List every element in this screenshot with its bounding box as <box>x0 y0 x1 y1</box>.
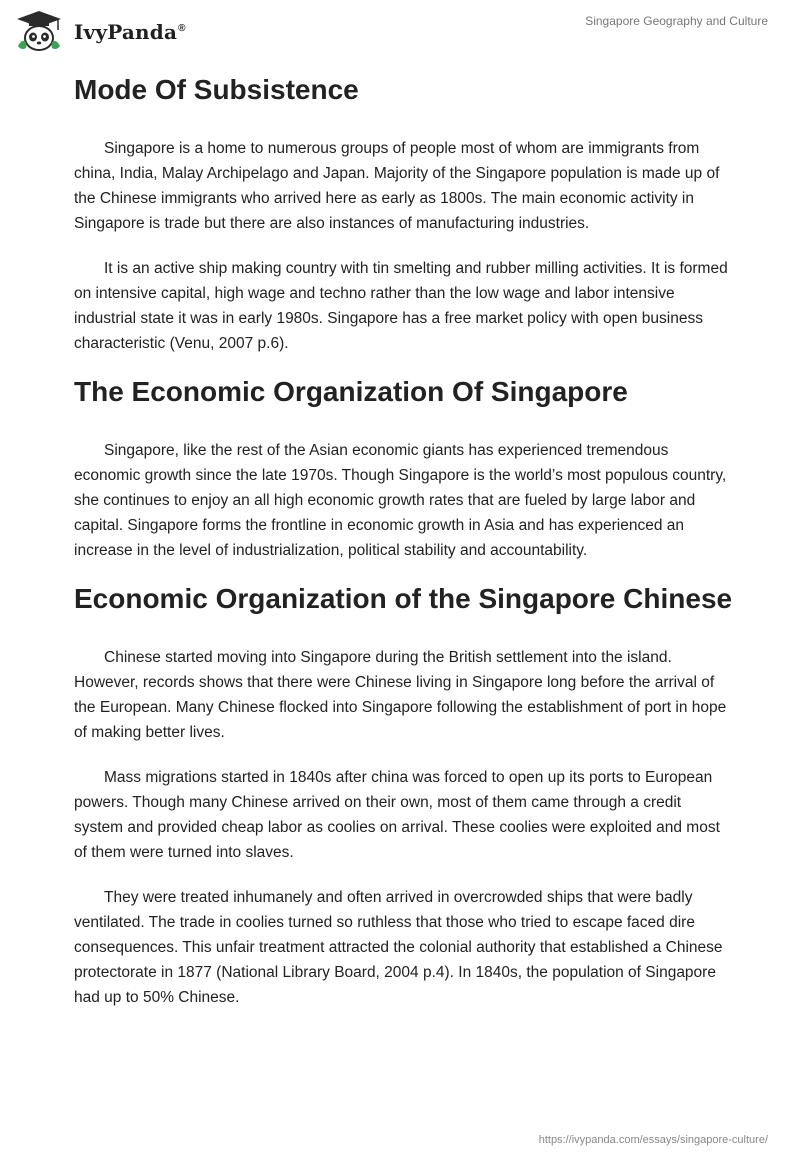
paragraph: Chinese started moving into Singapore during the British settlement into the island. However, records shows that there were Chinese living in Singapore long before the arrival of the European. Many Chinese flocked into Singapore following the establishment of port in hope of making better lives. <box>74 649 727 741</box>
paragraph: Mass migrations started in 1840s after china was forced to open up its ports to European powers. Though many Chinese arrived on their own, most of them came through a credit system and provided cheap labor as coolies on arrival. These coolies were exploited and most of them were turned into slaves. <box>74 769 720 861</box>
paragraph: It is an active ship making country with tin smelting and rubber milling activities. It is formed on intensive capital, high wage and techno rather than the low wage and labor intensive industrial state it was in early 1980s. Singapore has a free market policy with open business characteristic (Venu, 2007 p.6). <box>74 260 728 352</box>
page-header <box>0 0 800 60</box>
source-url-link[interactable]: https://ivypanda.com/essays/singapore-culture/ <box>538 1134 768 1146</box>
paragraph: Singapore, like the rest of the Asian economic giants has experienced tremendous economic growth since the late 1970s. Though Singapore is the world’s most populous country, she continues to enjoy an all high economic growth rates that are fueled by large labor and capital. Singapore forms the frontline in economic growth in Asia and has experienced an increase in the level of industrialization, political stability and accountability. <box>74 442 727 559</box>
section-heading: Mode Of Subsistence <box>74 74 359 105</box>
ivypanda-logo[interactable] <box>14 8 186 54</box>
document-title: Singapore Geography and Culture <box>585 14 768 28</box>
section-heading: Economic Organization of the Singapore Chinese <box>74 583 733 614</box>
logo-wordmark: IvyPanda® <box>74 20 186 44</box>
panda-graduation-cap-icon <box>14 8 64 54</box>
paragraph: They were treated inhumanely and often arrived in overcrowded ships that were badly ventilated. The trade in coolies turned so ruthless that those who tried to escape faced dire consequences. This unfair treatment attracted the colonial authority that established a Chinese protectorate in 1877 (National Library Board, 2004 p.4). In 1840s, the population of Singapore had up to 50% Chinese. <box>74 889 723 1006</box>
paragraph: Singapore is a home to numerous groups of people most of whom are immigrants from china, India, Malay Archipelago and Japan. Majority of the Singapore population is made up of the Chinese immigrants who arrived here as early as 1800s. The main economic activity in Singapore is trade but there are also instances of manufacturing industries. <box>74 140 720 232</box>
section-heading: The Economic Organization Of Singapore <box>74 376 628 407</box>
essay-body <box>74 66 734 1010</box>
